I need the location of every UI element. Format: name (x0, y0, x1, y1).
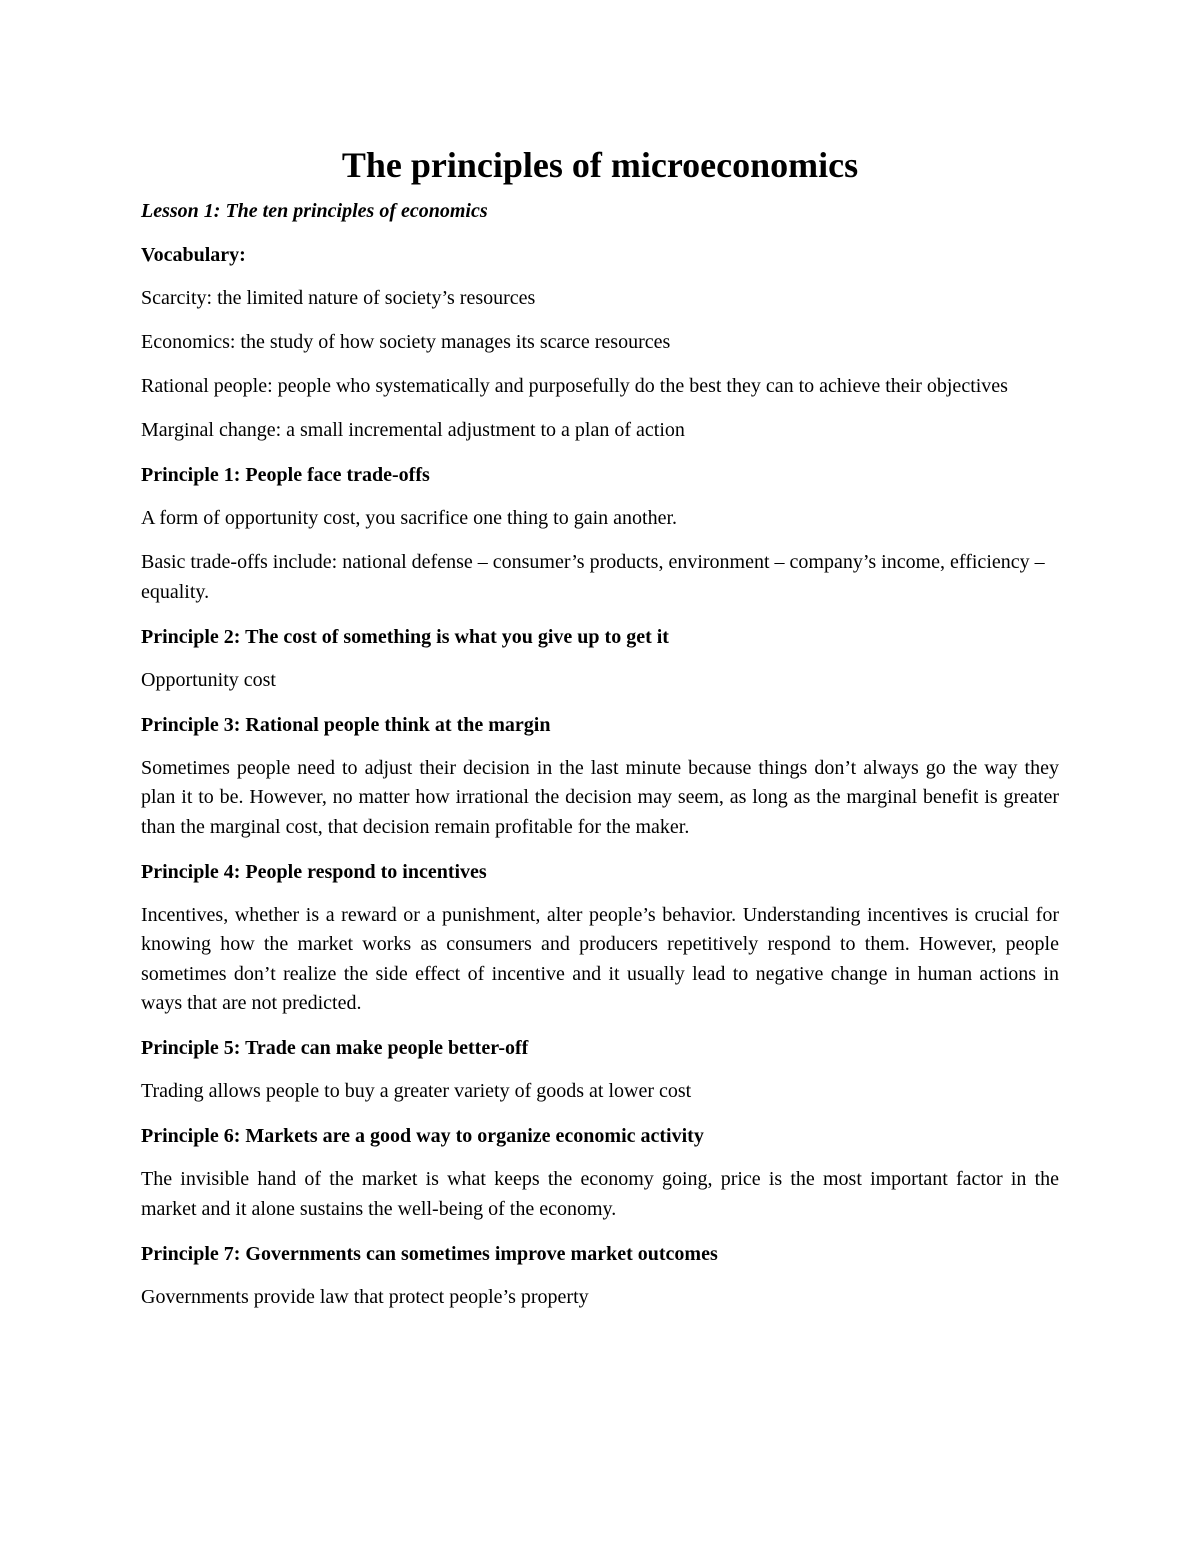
principle-1-paragraph: Basic trade-offs include: national defense – consumer’s products, environment – company’s income, efficiency – equality. (141, 551, 1045, 603)
principle-5-paragraph: Trading allows people to buy a greater variety of goods at lower cost (141, 1080, 692, 1102)
principle-2-paragraph: Opportunity cost (141, 668, 276, 691)
vocabulary-item-economics: Economics: the study of how society manages its scarce resources (141, 331, 671, 353)
principle-7-paragraph: Governments provide law that protect people’s property (141, 1285, 589, 1308)
principle-3-heading: Principle 3: Rational people think at the margin (141, 713, 551, 736)
vocabulary-item-marginal-change: Marginal change: a small incremental adjustment to a plan of action (141, 419, 685, 441)
principle-5-heading: Principle 5: Trade can make people better-off (141, 1037, 529, 1059)
lesson-heading: Lesson 1: The ten principles of economics (141, 200, 488, 222)
principle-6-heading: Principle 6: Markets are a good way to organize economic activity (141, 1125, 704, 1147)
principle-4-heading: Principle 4: People respond to incentives (141, 860, 487, 883)
principle-2-heading: Principle 2: The cost of something is what you give up to get it (141, 625, 669, 648)
vocabulary-heading: Vocabulary: (141, 244, 246, 266)
principle-4-paragraph: Incentives, whether is a reward or a punishment, alter people’s behavior. Understanding incentives is crucial for knowing how the market works as consumers and producers repetitively respond to them. However, people sometimes don’t realize the side effect of incentive and it usually lead to negative change in human actions in ways that are not predicted. (141, 903, 1059, 1014)
principle-7-heading: Principle 7: Governments can sometimes improve market outcomes (141, 1242, 718, 1265)
document-page (141, 140, 1059, 1327)
principle-1-paragraph: A form of opportunity cost, you sacrifice one thing to gain another. (141, 507, 677, 529)
principle-6-paragraph: The invisible hand of the market is what keeps the economy going, price is the most important factor in the market and it alone sustains the well-being of the economy. (141, 1168, 1059, 1220)
document-title: The principles of microeconomics (341, 145, 859, 185)
vocabulary-item-scarcity: Scarcity: the limited nature of society’s resources (141, 287, 536, 309)
vocabulary-item-rational-people: Rational people: people who systematically and purposefully do the best they can to achieve their objectives (141, 375, 1008, 397)
principle-3-paragraph: Sometimes people need to adjust their decision in the last minute because things don’t always go the way they plan it to be. However, no matter how irrational the decision may seem, as long as the marginal benefit is greater than the marginal cost, that decision remain profitable for the maker. (141, 756, 1059, 838)
principle-1-heading: Principle 1: People face trade-offs (141, 464, 430, 486)
